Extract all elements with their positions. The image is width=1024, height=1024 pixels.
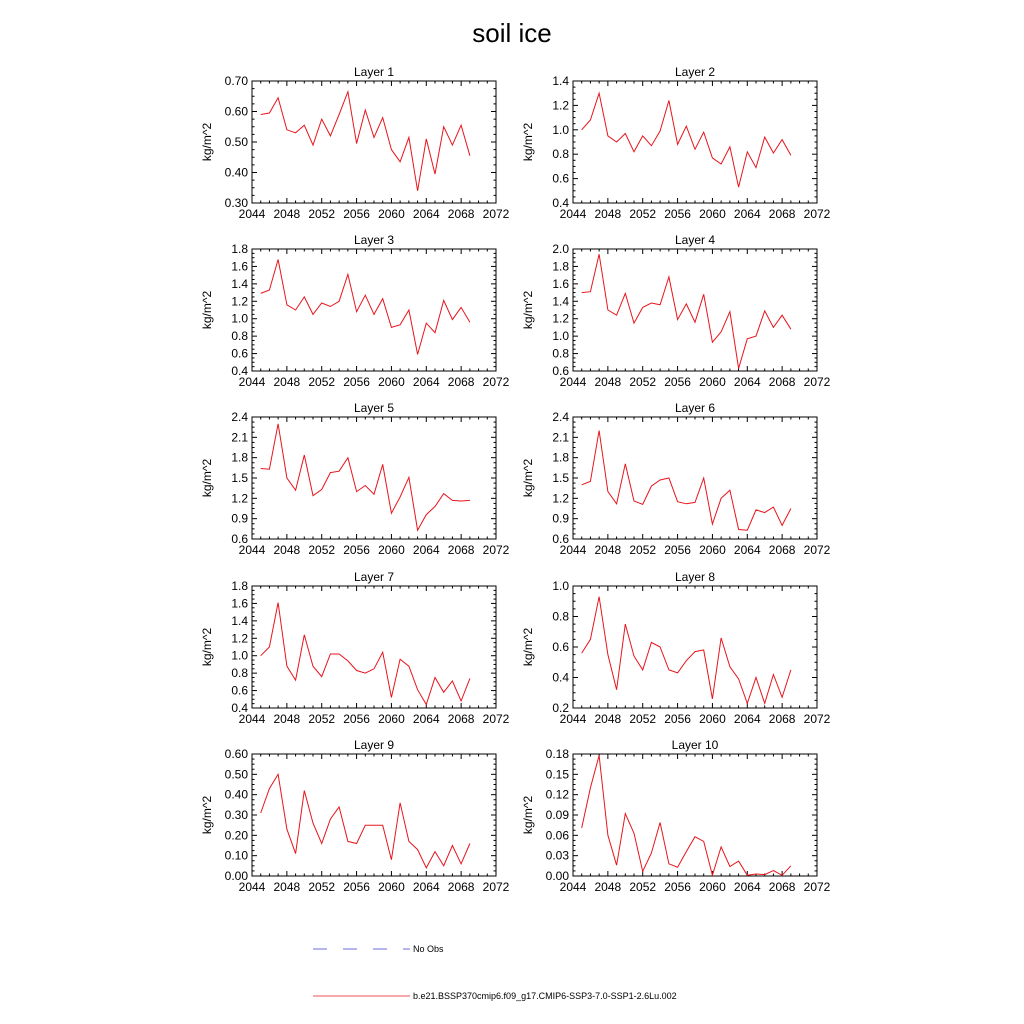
layer-1-x-tick-label: 2052 bbox=[308, 207, 336, 221]
layer-9-y-axis-label: kg/m^2 bbox=[200, 795, 214, 835]
layer-5-series-line bbox=[261, 424, 470, 530]
panel-layer-8 bbox=[521, 570, 831, 726]
layer-8-x-tick-label: 2044 bbox=[559, 712, 587, 726]
layer-9-y-tick-label: 0.30 bbox=[224, 808, 248, 822]
layer-10-plot-frame bbox=[573, 754, 817, 876]
layer-7-y-tick-label: 1.2 bbox=[231, 631, 248, 646]
layer-6-y-tick-label: 0.9 bbox=[552, 511, 569, 526]
layer-7-y-tick-label: 0.6 bbox=[231, 683, 248, 698]
layer-6-y-tick-label: 2.1 bbox=[552, 430, 569, 445]
layer-6-y-tick-label: 2.4 bbox=[552, 410, 569, 424]
layer-7-y-tick-label: 0.4 bbox=[231, 701, 248, 715]
layer-4-y-tick-label: 2.0 bbox=[552, 242, 569, 256]
layer-2-y-tick-label: 0.4 bbox=[552, 196, 569, 210]
layer-6-x-tick-label: 2064 bbox=[733, 543, 761, 557]
layer-1-y-tick-label: 0.40 bbox=[224, 165, 248, 180]
layer-3-x-tick-label: 2052 bbox=[308, 375, 336, 389]
layer-3-y-tick-label: 0.4 bbox=[231, 364, 248, 378]
layer-7-x-tick-label: 2048 bbox=[273, 712, 301, 726]
layer-4-title: Layer 4 bbox=[674, 233, 716, 247]
layer-8-y-tick-label: 0.6 bbox=[552, 640, 569, 654]
layer-2-x-tick-label: 2060 bbox=[699, 207, 726, 221]
layer-6-y-axis-label: kg/m^2 bbox=[521, 458, 535, 498]
layer-1-x-tick-label: 2068 bbox=[447, 207, 475, 221]
layer-3-y-tick-label: 1.6 bbox=[231, 259, 248, 274]
layer-2-x-tick-label: 2044 bbox=[559, 207, 587, 221]
layer-1-x-tick-label: 2044 bbox=[238, 207, 266, 221]
layer-5-title: Layer 5 bbox=[353, 401, 395, 415]
layer-3-y-tick-label: 0.8 bbox=[231, 329, 248, 344]
layer-7-x-tick-label: 2072 bbox=[482, 712, 510, 726]
layer-5-x-tick-label: 2060 bbox=[378, 543, 405, 557]
layer-6-y-tick-label: 1.2 bbox=[552, 491, 569, 506]
layer-6-y-tick-label: 1.8 bbox=[552, 450, 569, 465]
layer-8-plot-frame bbox=[573, 586, 817, 708]
layer-1-series-line bbox=[261, 92, 470, 191]
layer-7-x-tick-label: 2064 bbox=[412, 712, 440, 726]
layer-2-title: Layer 2 bbox=[674, 65, 716, 79]
panel-layer-3 bbox=[200, 233, 510, 389]
layer-1-y-tick-label: 0.30 bbox=[224, 196, 248, 210]
layer-5-x-tick-label: 2064 bbox=[412, 543, 440, 557]
layer-10-y-tick-label: 0.15 bbox=[545, 767, 569, 782]
layer-7-x-tick-label: 2044 bbox=[238, 712, 266, 726]
layer-6-series-line bbox=[582, 431, 791, 531]
layer-1-x-tick-label: 2048 bbox=[273, 207, 301, 221]
layer-3-title: Layer 3 bbox=[353, 233, 395, 247]
layer-8-x-tick-label: 2048 bbox=[594, 712, 622, 726]
panel-layer-7 bbox=[200, 570, 510, 726]
layer-9-x-tick-label: 2052 bbox=[308, 880, 336, 894]
layer-4-x-tick-label: 2052 bbox=[629, 375, 657, 389]
layer-2-y-tick-label: 0.8 bbox=[552, 147, 569, 162]
legend-label-model-run: b.e21.BSSP370cmip6.f09_g17.CMIP6-SSP3-7.0-SSP1-2.6Lu.002 bbox=[413, 991, 677, 1001]
layer-1-plot-frame bbox=[252, 81, 496, 203]
layer-7-y-tick-label: 1.0 bbox=[231, 648, 248, 663]
panel-layer-9 bbox=[200, 738, 510, 894]
layer-3-x-tick-label: 2068 bbox=[447, 375, 475, 389]
layer-10-y-tick-label: 0.12 bbox=[545, 787, 569, 802]
layer-8-y-tick-label: 1.0 bbox=[552, 579, 569, 593]
layer-10-x-tick-label: 2068 bbox=[768, 880, 796, 894]
layer-8-x-tick-label: 2060 bbox=[699, 712, 726, 726]
panel-layer-2 bbox=[521, 65, 831, 221]
legend bbox=[313, 944, 677, 1001]
layer-9-x-tick-label: 2068 bbox=[447, 880, 475, 894]
layer-10-y-tick-label: 0.09 bbox=[545, 808, 569, 822]
layer-7-x-tick-label: 2068 bbox=[447, 712, 475, 726]
layer-5-y-tick-label: 1.5 bbox=[231, 471, 248, 485]
layer-9-x-tick-label: 2048 bbox=[273, 880, 301, 894]
layer-6-x-tick-label: 2048 bbox=[594, 543, 622, 557]
layer-2-y-tick-label: 1.4 bbox=[552, 74, 569, 88]
layer-7-series-line bbox=[261, 603, 470, 705]
layer-6-y-tick-label: 0.6 bbox=[552, 532, 569, 546]
layer-10-x-tick-label: 2072 bbox=[803, 880, 831, 894]
layer-6-x-tick-label: 2052 bbox=[629, 543, 657, 557]
layer-6-x-tick-label: 2060 bbox=[699, 543, 726, 557]
layer-4-series-line bbox=[582, 254, 791, 368]
layer-5-y-tick-label: 0.9 bbox=[231, 511, 248, 526]
panel-layer-4 bbox=[521, 233, 831, 389]
layer-9-x-tick-label: 2044 bbox=[238, 880, 266, 894]
layer-6-x-tick-label: 2072 bbox=[803, 543, 831, 557]
layer-4-y-tick-label: 1.0 bbox=[552, 329, 569, 344]
layer-4-x-tick-label: 2048 bbox=[594, 375, 622, 389]
layer-2-x-tick-label: 2072 bbox=[803, 207, 831, 221]
layer-1-title: Layer 1 bbox=[353, 65, 395, 79]
layer-7-y-tick-label: 1.6 bbox=[231, 596, 248, 611]
panels bbox=[200, 65, 831, 894]
layer-6-y-tick-label: 1.5 bbox=[552, 471, 569, 485]
layer-9-x-tick-label: 2060 bbox=[378, 880, 405, 894]
layer-9-x-tick-label: 2056 bbox=[343, 880, 370, 894]
layer-3-x-tick-label: 2072 bbox=[482, 375, 510, 389]
figure-title: soil ice bbox=[472, 18, 552, 48]
layer-2-x-tick-label: 2052 bbox=[629, 207, 657, 221]
layer-7-y-tick-label: 0.8 bbox=[231, 666, 248, 681]
layer-8-y-tick-label: 0.2 bbox=[552, 701, 569, 715]
layer-9-y-tick-label: 0.60 bbox=[224, 747, 248, 761]
layer-10-y-axis-label: kg/m^2 bbox=[521, 795, 535, 835]
layer-1-x-tick-label: 2072 bbox=[482, 207, 510, 221]
layer-8-y-axis-label: kg/m^2 bbox=[521, 627, 535, 667]
layer-4-plot-frame bbox=[573, 249, 817, 371]
panel-layer-1 bbox=[200, 65, 510, 221]
layer-10-x-tick-label: 2060 bbox=[699, 880, 726, 894]
layer-1-y-tick-label: 0.70 bbox=[224, 74, 248, 88]
layer-7-plot-frame bbox=[252, 586, 496, 708]
layer-1-x-tick-label: 2064 bbox=[412, 207, 440, 221]
layer-3-y-axis-label: kg/m^2 bbox=[200, 290, 214, 330]
layer-8-x-tick-label: 2068 bbox=[768, 712, 796, 726]
layer-2-x-tick-label: 2048 bbox=[594, 207, 622, 221]
layer-2-y-tick-label: 1.2 bbox=[552, 98, 569, 113]
layer-3-x-tick-label: 2056 bbox=[343, 375, 370, 389]
layer-4-y-tick-label: 1.4 bbox=[552, 294, 569, 309]
layer-4-y-tick-label: 0.8 bbox=[552, 346, 569, 361]
layer-9-y-tick-label: 0.20 bbox=[224, 828, 248, 843]
layer-2-x-tick-label: 2068 bbox=[768, 207, 796, 221]
layer-8-x-tick-label: 2072 bbox=[803, 712, 831, 726]
layer-8-x-tick-label: 2056 bbox=[664, 712, 691, 726]
layer-8-x-tick-label: 2064 bbox=[733, 712, 761, 726]
layer-9-title: Layer 9 bbox=[353, 738, 395, 752]
layer-10-title: Layer 10 bbox=[671, 738, 719, 752]
layer-10-y-tick-label: 0.00 bbox=[545, 869, 569, 883]
layer-4-y-tick-label: 1.8 bbox=[552, 259, 569, 274]
layer-5-y-tick-label: 2.4 bbox=[231, 410, 248, 424]
layer-9-y-tick-label: 0.00 bbox=[224, 869, 248, 883]
panel-layer-10 bbox=[521, 738, 831, 894]
layer-9-y-tick-label: 0.40 bbox=[224, 787, 248, 802]
layer-3-y-tick-label: 1.4 bbox=[231, 276, 248, 291]
layer-1-x-tick-label: 2060 bbox=[378, 207, 405, 221]
layer-1-y-tick-label: 0.60 bbox=[224, 104, 248, 119]
layer-2-y-tick-label: 1.0 bbox=[552, 122, 569, 137]
layer-4-y-tick-label: 0.6 bbox=[552, 364, 569, 378]
layer-4-y-tick-label: 1.6 bbox=[552, 276, 569, 291]
layer-9-plot-frame bbox=[252, 754, 496, 876]
layer-4-x-tick-label: 2056 bbox=[664, 375, 691, 389]
layer-5-x-tick-label: 2052 bbox=[308, 543, 336, 557]
layer-3-x-tick-label: 2048 bbox=[273, 375, 301, 389]
layer-3-x-tick-label: 2044 bbox=[238, 375, 266, 389]
layer-10-x-tick-label: 2056 bbox=[664, 880, 691, 894]
layer-4-x-tick-label: 2068 bbox=[768, 375, 796, 389]
layer-8-x-tick-label: 2052 bbox=[629, 712, 657, 726]
layer-6-x-tick-label: 2068 bbox=[768, 543, 796, 557]
layer-4-x-tick-label: 2064 bbox=[733, 375, 761, 389]
layer-7-y-axis-label: kg/m^2 bbox=[200, 627, 214, 667]
layer-5-y-tick-label: 2.1 bbox=[231, 430, 248, 445]
layer-2-x-tick-label: 2056 bbox=[664, 207, 691, 221]
legend-label-no-obs: No Obs bbox=[413, 944, 444, 954]
layer-4-x-tick-label: 2060 bbox=[699, 375, 726, 389]
layer-7-title: Layer 7 bbox=[353, 570, 395, 584]
layer-6-x-tick-label: 2056 bbox=[664, 543, 691, 557]
layer-3-y-tick-label: 1.0 bbox=[231, 311, 248, 326]
layer-8-y-tick-label: 0.8 bbox=[552, 609, 569, 624]
layer-10-series-line bbox=[582, 755, 791, 875]
layer-5-x-tick-label: 2056 bbox=[343, 543, 370, 557]
layer-10-x-tick-label: 2064 bbox=[733, 880, 761, 894]
layer-4-x-tick-label: 2072 bbox=[803, 375, 831, 389]
layer-6-x-tick-label: 2044 bbox=[559, 543, 587, 557]
layer-8-y-tick-label: 0.4 bbox=[552, 670, 569, 685]
layer-10-y-tick-label: 0.18 bbox=[545, 747, 569, 761]
layer-3-y-tick-label: 0.6 bbox=[231, 346, 248, 361]
layer-4-y-tick-label: 1.2 bbox=[552, 311, 569, 326]
layer-2-y-tick-label: 0.6 bbox=[552, 171, 569, 186]
layer-7-y-tick-label: 1.8 bbox=[231, 579, 248, 593]
layer-9-y-tick-label: 0.50 bbox=[224, 767, 248, 782]
layer-9-series-line bbox=[261, 774, 470, 868]
layer-3-x-tick-label: 2060 bbox=[378, 375, 405, 389]
layer-3-series-line bbox=[261, 260, 470, 355]
layer-5-y-tick-label: 1.2 bbox=[231, 491, 248, 506]
layer-5-x-tick-label: 2044 bbox=[238, 543, 266, 557]
layer-9-x-tick-label: 2064 bbox=[412, 880, 440, 894]
layer-1-y-tick-label: 0.50 bbox=[224, 135, 248, 149]
layer-1-y-axis-label: kg/m^2 bbox=[200, 122, 214, 162]
layer-8-title: Layer 8 bbox=[674, 570, 716, 584]
layer-2-y-axis-label: kg/m^2 bbox=[521, 122, 535, 162]
layer-5-y-tick-label: 1.8 bbox=[231, 450, 248, 465]
layer-5-plot-frame bbox=[252, 417, 496, 539]
layer-10-y-tick-label: 0.06 bbox=[545, 828, 569, 843]
layer-2-x-tick-label: 2064 bbox=[733, 207, 761, 221]
layer-3-y-tick-label: 1.2 bbox=[231, 294, 248, 309]
layer-5-x-tick-label: 2068 bbox=[447, 543, 475, 557]
layer-10-x-tick-label: 2044 bbox=[559, 880, 587, 894]
layer-7-x-tick-label: 2060 bbox=[378, 712, 405, 726]
layer-8-series-line bbox=[582, 597, 791, 704]
layer-2-series-line bbox=[582, 93, 791, 187]
layer-5-x-tick-label: 2072 bbox=[482, 543, 510, 557]
layer-3-y-tick-label: 1.8 bbox=[231, 242, 248, 256]
layer-4-y-axis-label: kg/m^2 bbox=[521, 290, 535, 330]
layer-5-y-axis-label: kg/m^2 bbox=[200, 458, 214, 498]
layer-9-x-tick-label: 2072 bbox=[482, 880, 510, 894]
panel-layer-5 bbox=[200, 401, 510, 557]
layer-5-x-tick-label: 2048 bbox=[273, 543, 301, 557]
layer-5-y-tick-label: 0.6 bbox=[231, 532, 248, 546]
panel-layer-6 bbox=[521, 401, 831, 557]
layer-7-x-tick-label: 2052 bbox=[308, 712, 336, 726]
layer-1-x-tick-label: 2056 bbox=[343, 207, 370, 221]
layer-10-x-tick-label: 2052 bbox=[629, 880, 657, 894]
layer-9-y-tick-label: 0.10 bbox=[224, 848, 248, 863]
layer-7-x-tick-label: 2056 bbox=[343, 712, 370, 726]
layer-3-x-tick-label: 2064 bbox=[412, 375, 440, 389]
layer-4-x-tick-label: 2044 bbox=[559, 375, 587, 389]
layer-10-x-tick-label: 2048 bbox=[594, 880, 622, 894]
layer-10-y-tick-label: 0.03 bbox=[545, 848, 569, 863]
layer-7-y-tick-label: 1.4 bbox=[231, 613, 248, 628]
layer-6-title: Layer 6 bbox=[674, 401, 716, 415]
